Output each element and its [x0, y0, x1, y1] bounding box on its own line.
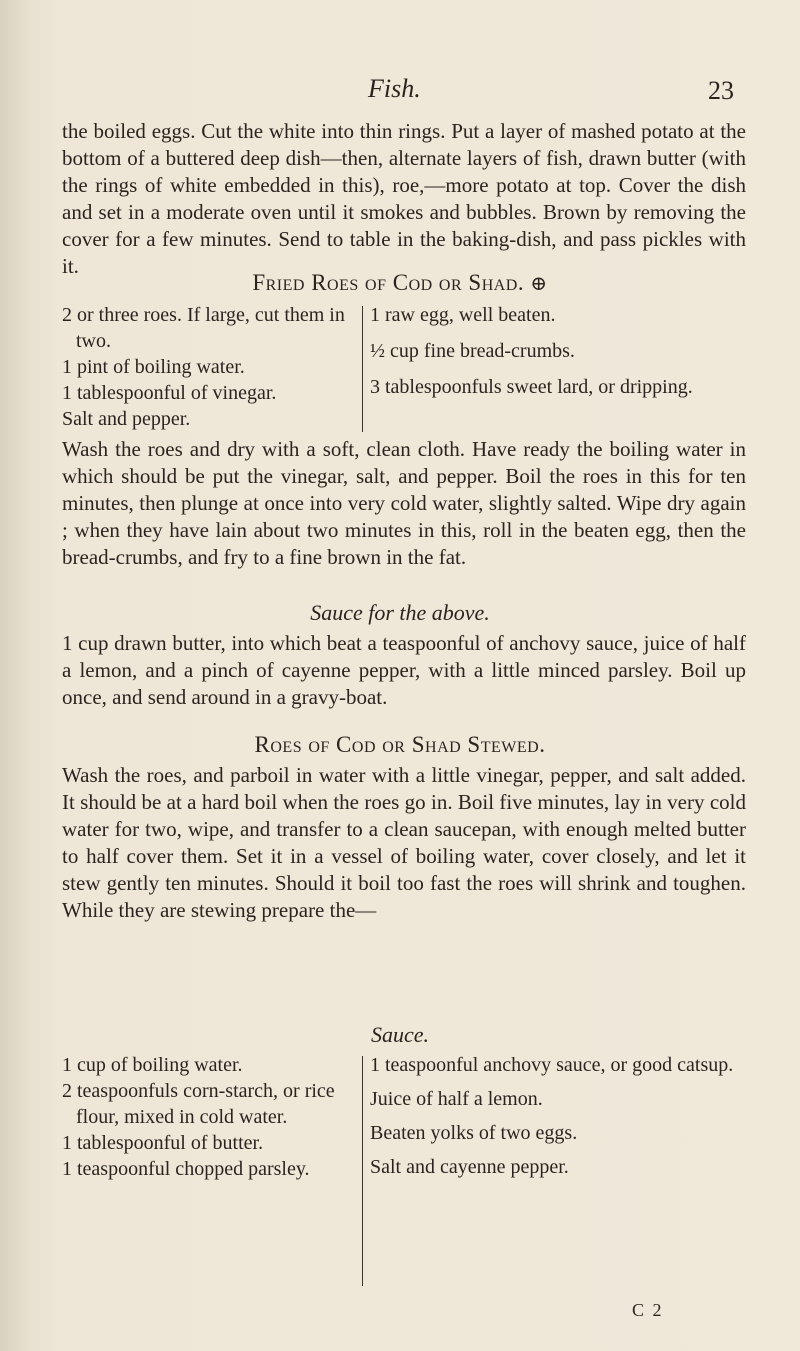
ingredient-item: 1 pint of boiling water. — [62, 356, 245, 378]
sauce-left-column — [62, 1052, 352, 1182]
ingredient-item: 2 teaspoonfuls corn-starch, or rice flour, mixed in cold water. — [62, 1080, 335, 1128]
sauce-heading-above: Sauce for the above. — [310, 600, 490, 625]
ingredient-item: Salt and pepper. — [62, 408, 191, 430]
recipe-method-fried-roes: Wash the roes and dry with a soft, clean cloth. Have ready the boiling water in which should be put the vinegar, salt, and pepper. Boil the roes in this for ten minutes, then plunge at once into very cold water, slightly salted. Wipe dry again ; when they have lain about two minutes in this, roll in the beaten egg, then the bread-crumbs, and fry to a fine brown in the fat. — [62, 437, 746, 569]
recipe-heading-stewed-roes: Roes of Cod or Shad Stewed. — [254, 732, 546, 757]
page-header — [0, 74, 800, 108]
recipe-title: Fried Roes of Cod or Shad. — [252, 270, 525, 295]
sauce-right-column — [370, 1052, 746, 1188]
sauce-text-above: 1 cup drawn butter, into which beat a teaspoonful of anchovy sauce, juice of half a lemon, and a pinch of cayenne pepper, with a little minced parsley. Boil up once, and send around in a gravy-boat. — [62, 631, 746, 709]
ingredient-item: 1 teaspoonful chopped parsley. — [62, 1158, 310, 1180]
page-number: 23 — [708, 76, 734, 105]
ingredient-item: ½ cup fine bread-crumbs. — [370, 340, 575, 362]
ingredient-item: 1 teaspoonful anchovy sauce, or good catsup. — [370, 1054, 734, 1076]
recipe-method-stewed-roes: Wash the roes, and parboil in water with a little vinegar, pepper, and salt added. It should be at a hard boil when the roes go in. Boil five minutes, lay in very cold water for two, wipe, and transfer to a clean saucepan, with enough melted butter to half cover them. Set it in a vessel of boiling water, cover closely, and let it stew gently ten minutes. Should it boil too fast the roes will shrink and toughen. While they are stewing prepare the— — [62, 763, 746, 922]
recipe-mark-icon: ⊕ — [530, 273, 548, 295]
ingredient-item: 1 cup of boiling water. — [62, 1054, 243, 1076]
recipe-heading-fried-roes — [0, 270, 800, 296]
ingredients-sauce — [62, 1052, 746, 1302]
ingredient-item: 1 tablespoonful of butter. — [62, 1132, 264, 1154]
ingredients-right-column — [370, 302, 746, 410]
ingredient-item: 1 raw egg, well beaten. — [370, 304, 556, 326]
running-title: Fish. — [368, 74, 421, 103]
ingredient-item: Juice of half a lemon. — [370, 1088, 543, 1110]
ingredient-item: 1 tablespoonful of vinegar. — [62, 382, 277, 404]
ingredients-left-column — [62, 302, 352, 432]
signature-mark: C 2 — [632, 1300, 664, 1320]
ingredient-item: 3 tablespoonfuls sweet lard, or dripping. — [370, 376, 693, 398]
paragraph-continued: the boiled eggs. Cut the white into thin rings. Put a layer of mashed potato at the bottom of a buttered deep dish—then, alternate layers of fish, drawn butter (with the rings of white embedded in this), roe,—more potato at top. Cover the dish and set in a moderate oven until it smokes and bubbles. Brown by removing the cover for a few minutes. Send to table in the baking-dish, and pass pickles with it. — [62, 119, 746, 278]
column-divider — [362, 306, 363, 432]
ingredients-fried-roes — [62, 302, 746, 432]
column-divider — [362, 1056, 363, 1286]
ingredient-item: Beaten yolks of two eggs. — [370, 1122, 578, 1144]
sauce-heading: Sauce. — [370, 1022, 430, 1047]
ingredient-item: Salt and cayenne pepper. — [370, 1156, 569, 1178]
ingredient-item: 2 or three roes. If large, cut them in two. — [62, 304, 345, 352]
